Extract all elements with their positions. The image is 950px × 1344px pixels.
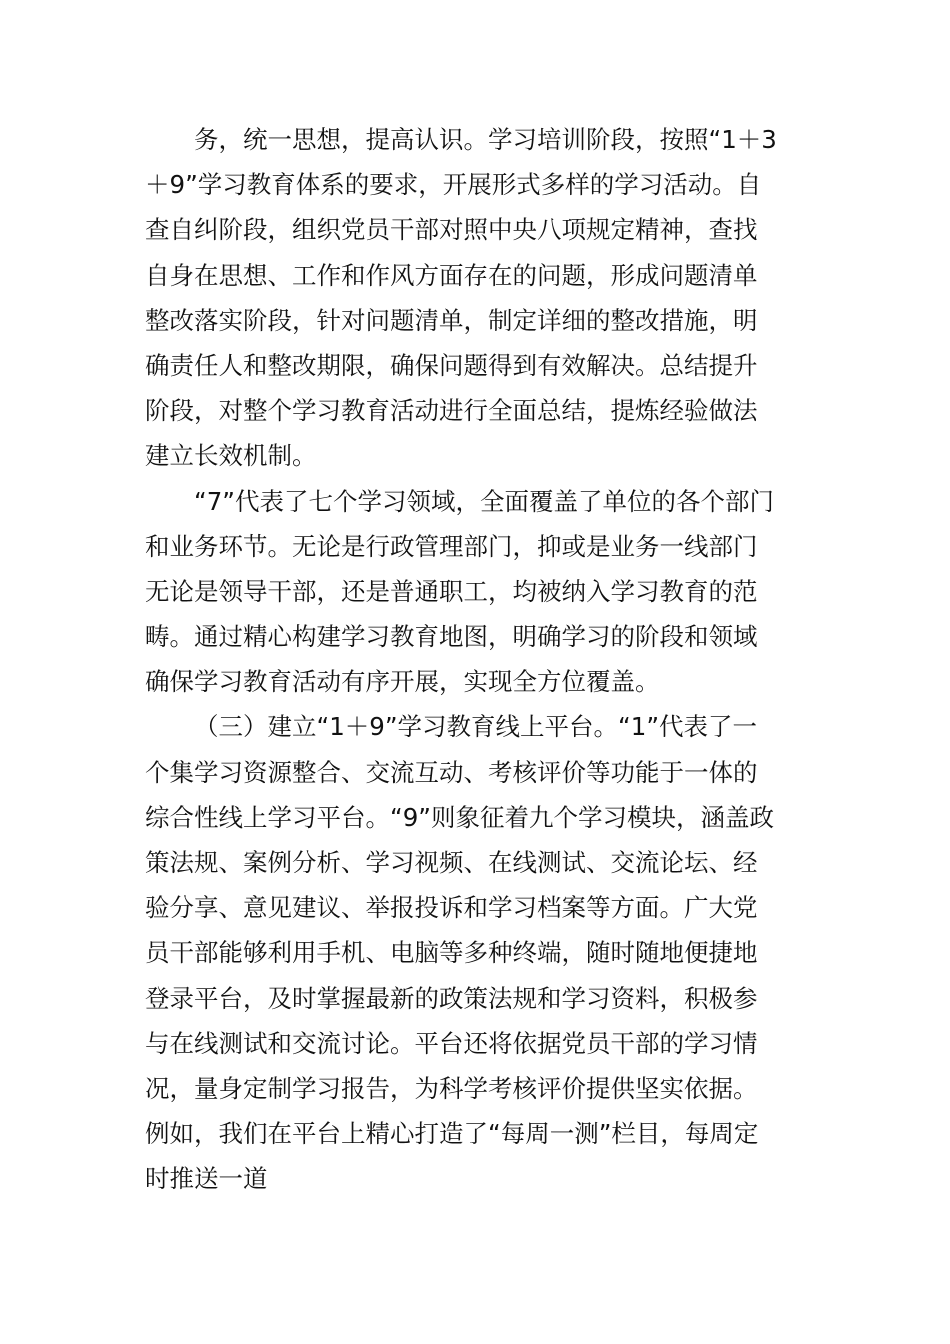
paragraph-line: 自身在思想、工作和作风方面存在的问题，形成问题清单 xyxy=(145,260,758,290)
paragraph-line: 和业务环节。无论是行政管理部门，抑或是业务一线部门 xyxy=(145,531,758,561)
paragraph-line: 员干部能够利用手机、电脑等多种终端，随时随地便捷地 xyxy=(145,938,758,968)
paragraph-line: 畴。通过精心构建学习教育地图，明确学习的阶段和领域 xyxy=(145,622,758,652)
paragraph-line: 确责任人和整改期限，确保问题得到有效解决。总结提升 xyxy=(145,350,758,380)
section-heading-line: （三）建立“1＋9”学习教育线上平台。“1”代表了一 xyxy=(194,712,758,742)
paragraph-line: “7”代表了七个学习领域，全面覆盖了单位的各个部门 xyxy=(194,486,774,516)
paragraph-line: 综合性线上学习平台。“9”则象征着九个学习模块，涵盖政 xyxy=(145,802,774,832)
paragraph-line: 确保学习教育活动有序开展，实现全方位覆盖。 xyxy=(145,667,660,697)
body-text xyxy=(145,117,810,1202)
paragraph-line: 验分享、意见建议、举报投诉和学习档案等方面。广大党 xyxy=(145,893,758,923)
paragraph-line: 查自纠阶段，组织党员干部对照中央八项规定精神，查找 xyxy=(145,215,758,245)
paragraph-line: 个集学习资源整合、交流互动、考核评价等功能于一体的 xyxy=(145,757,758,787)
paragraph-line: ＋9”学习教育体系的要求，开展形式多样的学习活动。自 xyxy=(145,170,762,200)
paragraph-line: 建立长效机制。 xyxy=(145,441,317,471)
paragraph-line: 况，量身定制学习报告，为科学考核评价提供坚实依据。 xyxy=(145,1073,758,1103)
paragraph-line: 与在线测试和交流讨论。平台还将依据党员干部的学习情 xyxy=(145,1028,758,1058)
paragraph-line: 例如，我们在平台上精心打造了“每周一测”栏目，每周定 xyxy=(145,1119,759,1149)
paragraph-line: 策法规、案例分析、学习视频、在线测试、交流论坛、经 xyxy=(145,848,758,877)
paragraph-line: 务，统一思想，提高认识。学习培训阶段，按照“1＋3 xyxy=(194,125,777,154)
paragraph-line: 整改落实阶段，针对问题清单，制定详细的整改措施，明 xyxy=(145,305,758,335)
paragraph-line: 无论是领导干部，还是普通职工，均被纳入学习教育的范 xyxy=(145,576,758,606)
paragraph-line: 时推送一道 xyxy=(145,1164,268,1194)
paragraph-line: 阶段，对整个学习教育活动进行全面总结，提炼经验做法 xyxy=(145,396,758,426)
paragraph-line: 登录平台，及时掌握最新的政策法规和学习资料，积极参 xyxy=(145,983,758,1013)
